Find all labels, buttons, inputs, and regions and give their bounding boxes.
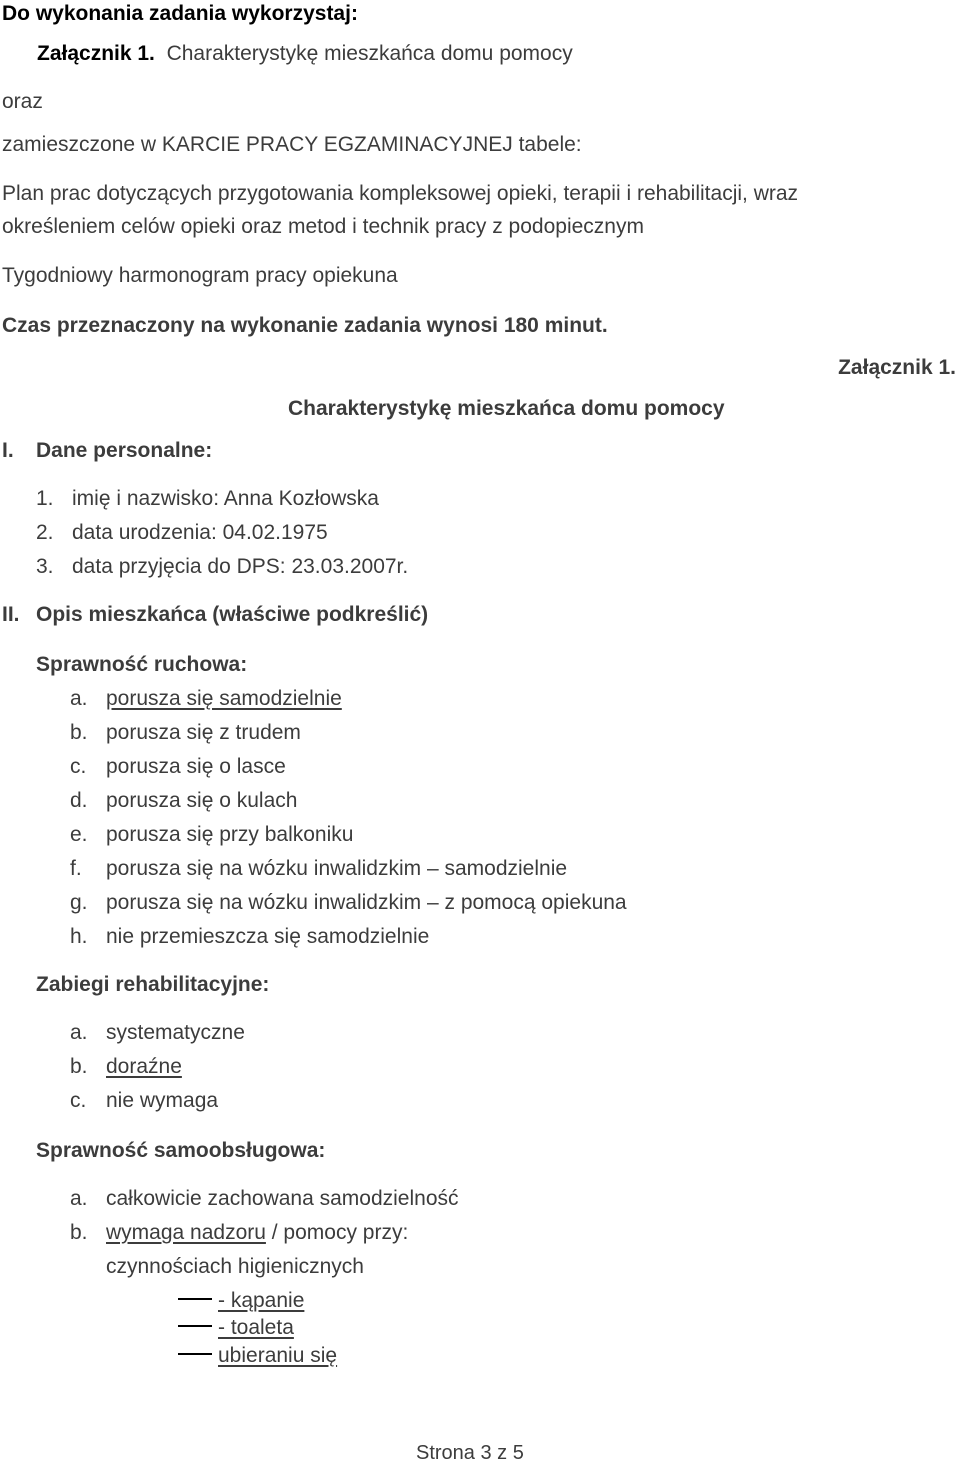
selected-option: doraźne (106, 1055, 182, 1078)
rehab-title: Zabiegi rehabilitacyjne: (36, 973, 270, 996)
list-item: b. wymaga nadzoru / pomocy przy: (70, 1221, 409, 1244)
intro-annex-ref (37, 42, 573, 66)
list-item (178, 1316, 294, 1340)
list-item: e. porusza się przy balkoniku (70, 823, 354, 846)
list-item: f. porusza się na wózku inwalidzkim – samodzielnie (70, 857, 568, 880)
list-item (178, 1289, 304, 1313)
intro-plan-line-1: Plan prac dotyczących przygotowania kompleksowej opieki, terapii i rehabilitacji, wraz (2, 182, 799, 205)
list-item: g. porusza się na wózku inwalidzkim – z pomocą opiekuna (70, 891, 627, 914)
annex-title: Charakterystykę mieszkańca domu pomocy (288, 397, 725, 420)
section-1-heading (2, 439, 212, 463)
page-number: Strona 3 z 5 (416, 1442, 524, 1464)
mobility-title: Sprawność ruchowa: (36, 653, 248, 676)
dash-mark (178, 1325, 212, 1327)
list-item: 3. data przyjęcia do DPS: 23.03.2007r. (36, 555, 409, 578)
dash-mark (178, 1353, 212, 1355)
time-note: Czas przeznaczony na wykonanie zadania wynosi 180 minut. (2, 314, 608, 337)
intro-annex-label: Załącznik 1. (37, 42, 155, 65)
section-1-title: Dane personalne: (36, 439, 213, 462)
selfcare-title: Sprawność samoobsługowa: (36, 1139, 326, 1162)
selected-option: wymaga nadzoru (106, 1221, 266, 1244)
section-1-numeral: I. (2, 439, 14, 462)
intro-tables: zamieszczone w KARCIE PRACY EGZAMINACYJNEJ tabele: (2, 133, 582, 156)
list-item: 2. data urodzenia: 04.02.1975 (36, 521, 328, 544)
instruction-heading: Do wykonania zadania wykorzystaj: (2, 2, 358, 25)
list-item: b. porusza się z trudem (70, 721, 301, 744)
section-2-heading (2, 603, 428, 627)
list-item: d. porusza się o kulach (70, 789, 298, 812)
list-item: a. porusza się samodzielnie (70, 687, 342, 710)
intro-schedule: Tygodniowy harmonogram pracy opiekuna (2, 264, 398, 287)
section-2-numeral: II. (2, 603, 20, 626)
selected-option: ubieraniu się (218, 1344, 338, 1367)
list-item: 1. imię i nazwisko: Anna Kozłowska (36, 487, 379, 510)
list-item: c. porusza się o lasce (70, 755, 286, 778)
dash-mark (178, 1298, 212, 1300)
annex-label: Załącznik 1. (838, 356, 956, 379)
list-item (178, 1344, 337, 1368)
intro-annex-title: Charakterystykę mieszkańca domu pomocy (166, 42, 573, 65)
list-item: c. nie wymaga (70, 1089, 219, 1112)
selected-option: - toaleta (218, 1316, 294, 1339)
list-item: b. doraźne (70, 1055, 182, 1078)
selected-option: porusza się samodzielnie (106, 687, 342, 710)
list-item: h. nie przemieszcza się samodzielnie (70, 925, 430, 948)
hygiene-label: czynnościach higienicznych (106, 1255, 364, 1278)
section-2-title: Opis mieszkańca (właściwe podkreślić) (36, 603, 429, 626)
list-item: a. systematyczne (70, 1021, 245, 1044)
intro-conjunction: oraz (2, 90, 43, 113)
selected-option: - kąpanie (218, 1289, 305, 1312)
intro-plan-line-2: określeniem celów opieki oraz metod i technik pracy z podopiecznym (2, 215, 644, 238)
list-item: a. całkowicie zachowana samodzielność (70, 1187, 459, 1210)
